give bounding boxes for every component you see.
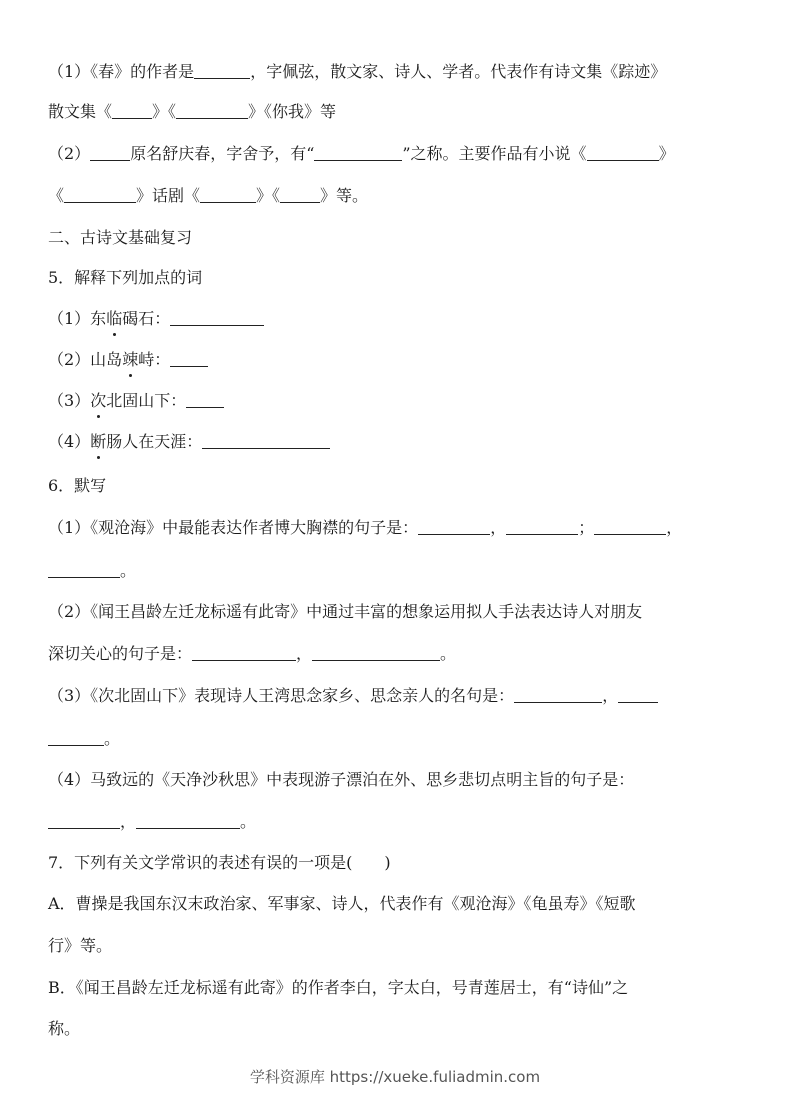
text: ，	[490, 518, 507, 537]
q4-1-line2	[48, 100, 336, 124]
blank[interactable]	[90, 144, 130, 161]
q7-option-b-line1: B．《闻王昌龄左迁龙标遥有此寄》的作者李白，字太白，号青莲居士，有“诗仙”之	[48, 978, 629, 997]
text: 肠人在天涯：	[106, 432, 203, 451]
q6-item-2-line1: （2）《闻王昌龄左迁龙标遥有此寄》中通过丰富的想象运用拟人手法表达诗人对朋友	[48, 602, 643, 621]
blank[interactable]	[186, 391, 224, 408]
text: 峙：	[138, 350, 171, 369]
q6-title: 6．默写	[48, 476, 107, 495]
text: 散文集《	[48, 102, 113, 121]
text: （3）	[48, 391, 91, 410]
text: （2）	[48, 144, 91, 163]
blank[interactable]	[112, 102, 152, 119]
blank[interactable]	[64, 186, 136, 203]
text: （4）	[48, 432, 91, 451]
q7-title: 7．下列有关文学常识的表述有误的一项是( )	[48, 853, 391, 872]
text: 》话剧《	[136, 186, 201, 205]
text: 。	[120, 561, 137, 580]
q6-item-4-line1	[48, 768, 634, 792]
blank[interactable]	[176, 102, 248, 119]
footer-watermark: 学科资源库 https://xueke.fuliadmin.com	[249, 1068, 541, 1086]
blank[interactable]	[48, 729, 104, 746]
text: ，	[602, 686, 619, 705]
blank[interactable]	[587, 144, 659, 161]
section-heading: 二、古诗文基础复习	[48, 228, 193, 247]
text: ，	[666, 518, 683, 537]
q6-item-3-line2	[48, 727, 120, 751]
text: 深切关心的句子是：	[48, 644, 193, 663]
text: ，	[296, 644, 313, 663]
dotted-word: 次	[90, 389, 106, 413]
text: ”之称。主要作品有小说《	[402, 144, 587, 163]
blank[interactable]	[280, 186, 320, 203]
q6-item-1-line1	[48, 516, 682, 540]
q5-title: 5．解释下列加点的词	[48, 268, 203, 287]
blank[interactable]	[192, 644, 296, 661]
text: 。	[240, 812, 257, 831]
blank[interactable]	[506, 518, 578, 535]
text: 。	[104, 729, 121, 748]
blank[interactable]	[618, 686, 658, 703]
text: 原名舒庆春，字舍予，有“	[130, 144, 315, 163]
text: ；	[578, 518, 595, 537]
blank[interactable]	[48, 812, 120, 829]
text: ，字佩弦，散文家、诗人、学者。代表作有诗文集《踪迹》	[250, 62, 667, 81]
text: 》《	[256, 186, 281, 205]
dotted-word: 临	[106, 307, 122, 331]
dotted-word: 断	[90, 430, 106, 454]
q4-1-line1	[48, 60, 666, 84]
q7-option-b-line2: 称。	[48, 1019, 81, 1038]
blank[interactable]	[514, 686, 602, 703]
q4-2-line1	[48, 142, 675, 166]
text: ，	[120, 812, 137, 831]
blank[interactable]	[202, 432, 330, 449]
q6-item-2-line2	[48, 642, 456, 666]
text: 。	[440, 644, 457, 663]
text: 《	[48, 186, 65, 205]
blank[interactable]	[594, 518, 666, 535]
text: 》《你我》等	[248, 102, 337, 121]
blank[interactable]	[200, 186, 256, 203]
blank[interactable]	[48, 561, 120, 578]
q7-option-a-line2: 行》等。	[48, 936, 113, 955]
text: 》	[658, 144, 675, 163]
text: （3）《次北固山下》表现诗人王湾思念家乡、思念亲人的名句是：	[48, 686, 515, 705]
blank[interactable]	[418, 518, 490, 535]
blank[interactable]	[194, 62, 250, 79]
q5-item-1	[48, 307, 264, 331]
q4-2-line2	[48, 184, 368, 208]
text: （1）东	[48, 309, 107, 328]
q7-option-a-line1: A．曹操是我国东汉末政治家、军事家、诗人，代表作有《观沧海》《龟虽寿》《短歌	[48, 894, 636, 913]
text: 北固山下：	[106, 391, 187, 410]
q6-item-1-line2	[48, 559, 136, 583]
q6-item-3-line1	[48, 684, 658, 708]
text: 点明主旨的句子是：	[490, 770, 635, 789]
blank[interactable]	[136, 812, 240, 829]
q5-item-3	[48, 389, 224, 413]
blank[interactable]	[312, 644, 440, 661]
blank[interactable]	[170, 350, 208, 367]
q5-item-2	[48, 348, 208, 372]
q5-item-4	[48, 430, 330, 454]
text: （1）《观沧海》中最能表达作者博大胸襟的句子是：	[48, 518, 419, 537]
text: 》《	[152, 102, 177, 121]
text: （2）山岛	[48, 350, 123, 369]
dotted-word: 竦	[122, 348, 138, 372]
text: （4）马致远的《天净沙秋思》中表现游子漂泊在外、思乡悲切	[48, 770, 491, 789]
q6-item-4-line2	[48, 810, 256, 834]
blank[interactable]	[170, 309, 264, 326]
text: （1）《春》的作者是	[48, 62, 195, 81]
blank[interactable]	[314, 144, 402, 161]
text: 》等。	[320, 186, 369, 205]
text: 碣石：	[122, 309, 171, 328]
